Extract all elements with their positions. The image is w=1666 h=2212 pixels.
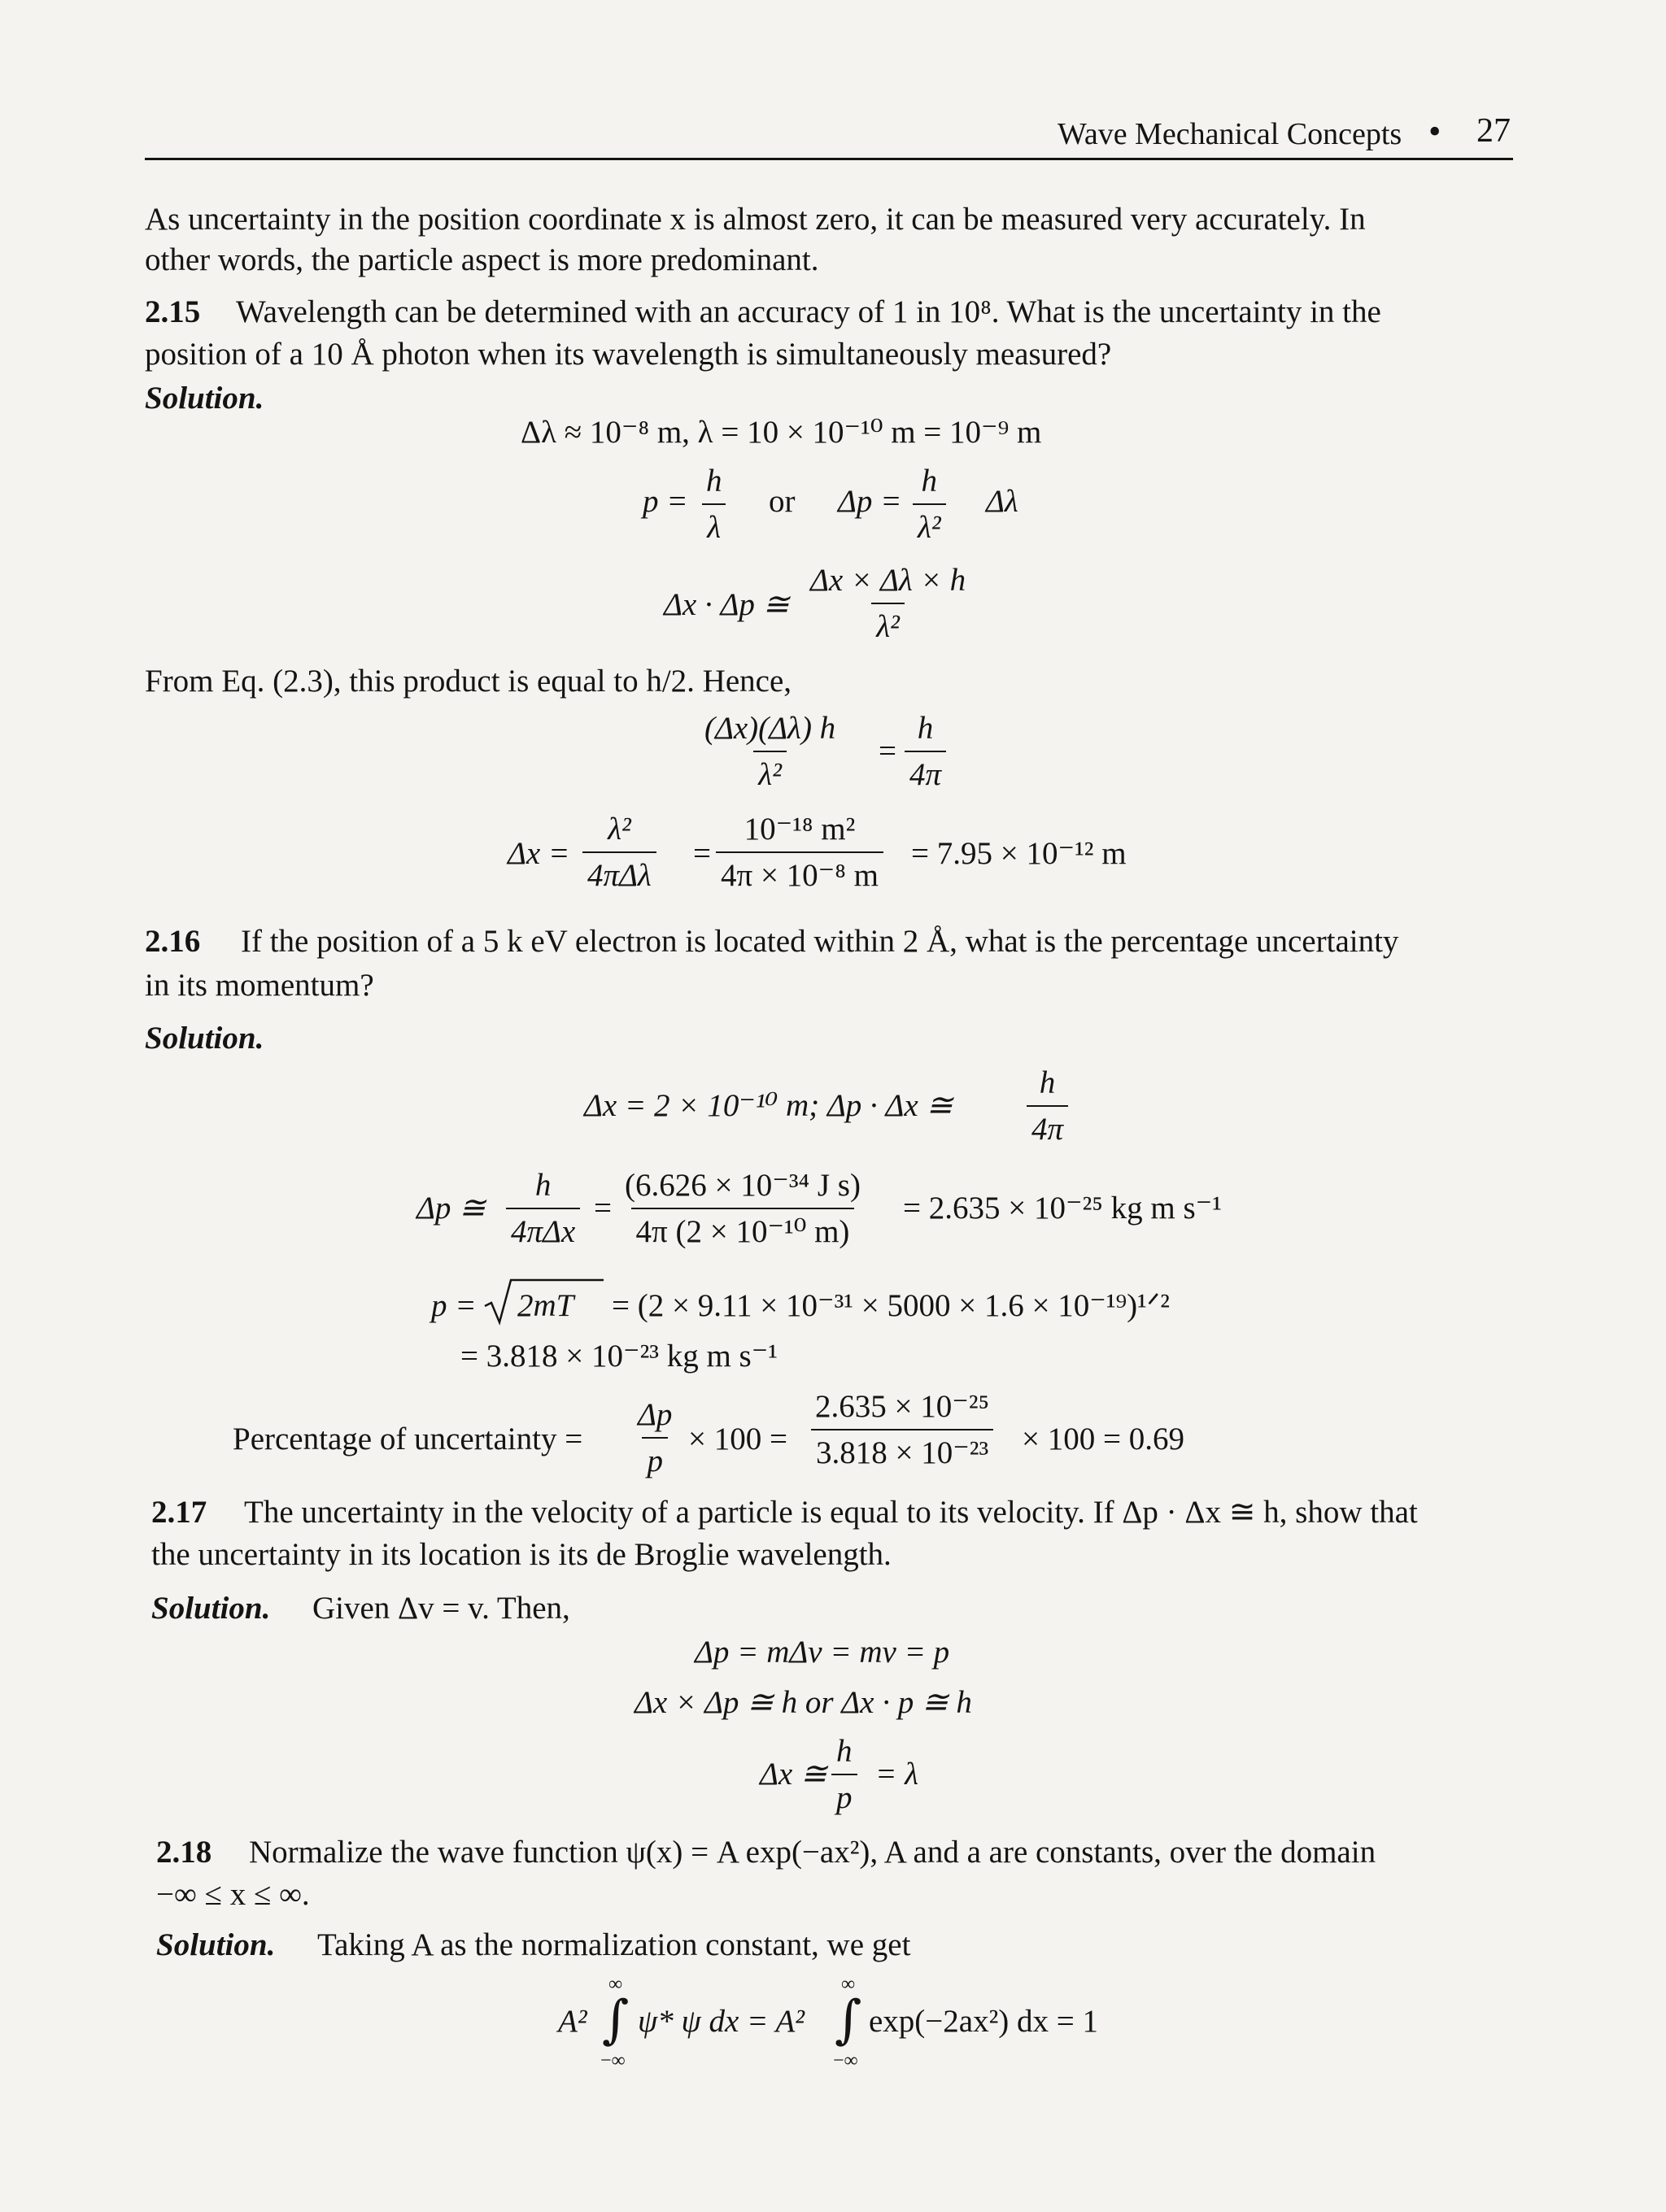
fraction-numerator: h	[836, 1734, 853, 1769]
problem-2-18-line-2: −∞ ≤ x ≤ ∞.	[156, 1877, 310, 1912]
times-100: × 100 =	[688, 1422, 787, 1457]
problem-2-16-line-2: in its momentum?	[145, 968, 374, 1003]
fraction-numerator: Δp	[638, 1397, 673, 1432]
fraction-numerator: λ²	[608, 812, 631, 847]
eq-momentum-lhs: p =	[643, 484, 688, 519]
eq-momentum-velocity: Δp = mΔv = mv = p	[695, 1635, 950, 1670]
eq-root-argument: 2mT	[517, 1288, 574, 1323]
eq-normalization-a-squared: A²	[558, 2004, 587, 2039]
intro-line-2: other words, the particle aspect is more predominant.	[145, 242, 819, 277]
fraction-h-over-lambda	[701, 465, 727, 543]
integral-upper-limit: ∞	[841, 1974, 856, 1995]
problem-number-2-17: 2.17	[151, 1495, 207, 1530]
integral-lower-limit: −∞	[600, 2050, 626, 2071]
integral-sign: ∫	[835, 1990, 862, 2050]
equals-sign: =	[879, 734, 896, 769]
equals-sign: =	[693, 836, 711, 871]
fraction-delta-p-over-p	[633, 1399, 677, 1477]
fraction-h-over-lambda-squared	[913, 465, 946, 543]
eq-delta-x-value: Δx = 2 × 10⁻¹⁰ m; Δp · Δx ≅	[584, 1088, 953, 1123]
solution-label-2-15: Solution.	[145, 381, 264, 416]
eq-momentum-calc: = (2 × 9.11 × 10⁻³¹ × 5000 × 1.6 × 10⁻¹⁹)¹ᐟ²	[612, 1288, 1170, 1323]
fraction-numerator: (6.626 × 10⁻³⁴ J s)	[625, 1168, 861, 1203]
solution-label-2-17: Solution.	[151, 1591, 271, 1626]
problem-2-15-line-1: Wavelength can be determined with an accuracy of 1 in 10⁸. What is the uncertainty in the	[236, 294, 1381, 329]
fraction-denominator: λ²	[913, 503, 946, 543]
eq-product-lhs: Δx · Δp ≅	[664, 587, 790, 622]
eq-momentum-lhs: p =	[431, 1288, 477, 1323]
fraction-lambda-squared-over-4pi-delta-lambda	[582, 813, 656, 891]
eq-delta-x-lhs: Δx ≅	[760, 1757, 827, 1792]
solution-label-2-18: Solution.	[156, 1927, 276, 1962]
eq-result-0-69: × 100 = 0.69	[1022, 1422, 1184, 1457]
fraction-denominator: 4πΔλ	[582, 851, 656, 891]
eq-or: or	[769, 484, 796, 519]
fraction-h-over-4pi	[905, 712, 946, 790]
fraction-numerator: h	[706, 464, 722, 499]
eq-delta-lambda: Δλ	[986, 484, 1018, 519]
eq-normalization-tail: exp(−2ax²) dx = 1	[869, 2004, 1099, 2039]
solution-text-2-17: Given Δv = v. Then,	[312, 1591, 570, 1626]
fraction-denominator: λ²	[871, 603, 905, 642]
fraction-denominator: λ²	[753, 751, 787, 790]
eq-uncertainty-product: Δx × Δp ≅ h or Δx · p ≅ h	[635, 1685, 972, 1720]
equation-wavelength-values: Δλ ≈ 10⁻⁸ m, λ = 10 × 10⁻¹⁰ m = 10⁻⁹ m	[521, 415, 1042, 450]
running-title: Wave Mechanical Concepts	[1058, 117, 1402, 151]
fraction-denominator: 4π (2 × 10⁻¹⁰ m)	[631, 1208, 855, 1248]
fraction-denominator: λ	[702, 503, 726, 543]
fraction-denominator: 4π	[1027, 1105, 1068, 1145]
fraction-h-over-4pi	[1027, 1067, 1068, 1145]
fraction-denominator: 3.818 × 10⁻²³	[811, 1429, 993, 1469]
fraction-numerator: h	[917, 711, 934, 746]
percentage-label: Percentage of uncertainty =	[233, 1422, 583, 1457]
fraction-numerator: h	[921, 464, 938, 499]
intro-line-1: As uncertainty in the position coordinate x is almost zero, it can be measured very accurately. In	[145, 202, 1366, 237]
solution-label-2-16: Solution.	[145, 1021, 264, 1056]
page-number: 27	[1476, 112, 1511, 150]
fraction-numeric	[716, 813, 883, 891]
eq-result-7-95: = 7.95 × 10⁻¹² m	[911, 836, 1127, 871]
problem-number-2-15: 2.15	[145, 294, 201, 329]
fraction-numerator: 2.635 × 10⁻²⁵	[815, 1389, 990, 1424]
eq-equals-lambda: = λ	[875, 1757, 918, 1792]
problem-2-15-line-2: position of a 10 Å photon when its wavelength is simultaneously measured?	[145, 337, 1112, 372]
problem-2-17-line-2: the uncertainty in its location is its de Broglie wavelength.	[151, 1537, 892, 1572]
fraction-denominator: p	[642, 1437, 668, 1477]
fraction-h-over-p	[831, 1735, 857, 1814]
fraction-numerator: 10⁻¹⁸ m²	[744, 812, 856, 847]
problem-2-18-line-1: Normalize the wave function ψ(x) = A exp(−ax²), A and a are constants, over the domain	[249, 1835, 1376, 1870]
fraction-numerator: h	[1039, 1065, 1056, 1100]
fraction-planck-over-uncertainty	[620, 1169, 866, 1248]
fraction-denominator: 4πΔx	[506, 1208, 580, 1248]
equals-sign: =	[594, 1191, 612, 1226]
eq-delta-p-lhs: Δp ≅	[416, 1191, 486, 1226]
integral-sign: ∫	[602, 1990, 630, 2050]
fraction-denominator: 4π × 10⁻⁸ m	[716, 851, 883, 891]
fraction-numeric-ratio	[810, 1391, 994, 1469]
eq-delta-x-lhs: Δx =	[508, 836, 570, 871]
fraction-numerator: h	[534, 1168, 552, 1203]
eq-momentum-result: = 3.818 × 10⁻²³ kg m s⁻¹	[460, 1339, 778, 1374]
text-from-eq: From Eq. (2.3), this product is equal to h/2. Hence,	[145, 664, 792, 699]
fraction-numerator: Δx × Δλ × h	[810, 563, 966, 598]
header-rule	[145, 158, 1513, 160]
fraction-denominator: p	[831, 1774, 857, 1814]
eq-result-2-635: = 2.635 × 10⁻²⁵ kg m s⁻¹	[903, 1191, 1222, 1226]
problem-number-2-16: 2.16	[145, 924, 201, 959]
header-bullet: •	[1428, 111, 1441, 151]
problem-2-17-line-1: The uncertainty in the velocity of a particle is equal to its velocity. If Δp · Δx ≅ h, show that	[244, 1495, 1418, 1530]
fraction-uncertainty-product	[700, 712, 840, 790]
integral-lower-limit: −∞	[833, 2050, 858, 2071]
fraction-numerator: (Δx)(Δλ) h	[704, 711, 836, 746]
fraction-product	[805, 564, 970, 642]
fraction-denominator: 4π	[905, 751, 946, 790]
eq-delta-p-lhs: Δp =	[838, 484, 902, 519]
solution-text-2-18: Taking A as the normalization constant, we get	[317, 1927, 911, 1962]
eq-normalization-middle: ψ* ψ dx = A²	[638, 2004, 805, 2039]
problem-number-2-18: 2.18	[156, 1835, 212, 1870]
problem-2-16-line-1: If the position of a 5 k eV electron is located within 2 Å, what is the percentage uncertainty	[241, 924, 1399, 959]
integral-upper-limit: ∞	[608, 1974, 623, 1995]
fraction-h-over-4pi-delta-x	[506, 1169, 580, 1248]
